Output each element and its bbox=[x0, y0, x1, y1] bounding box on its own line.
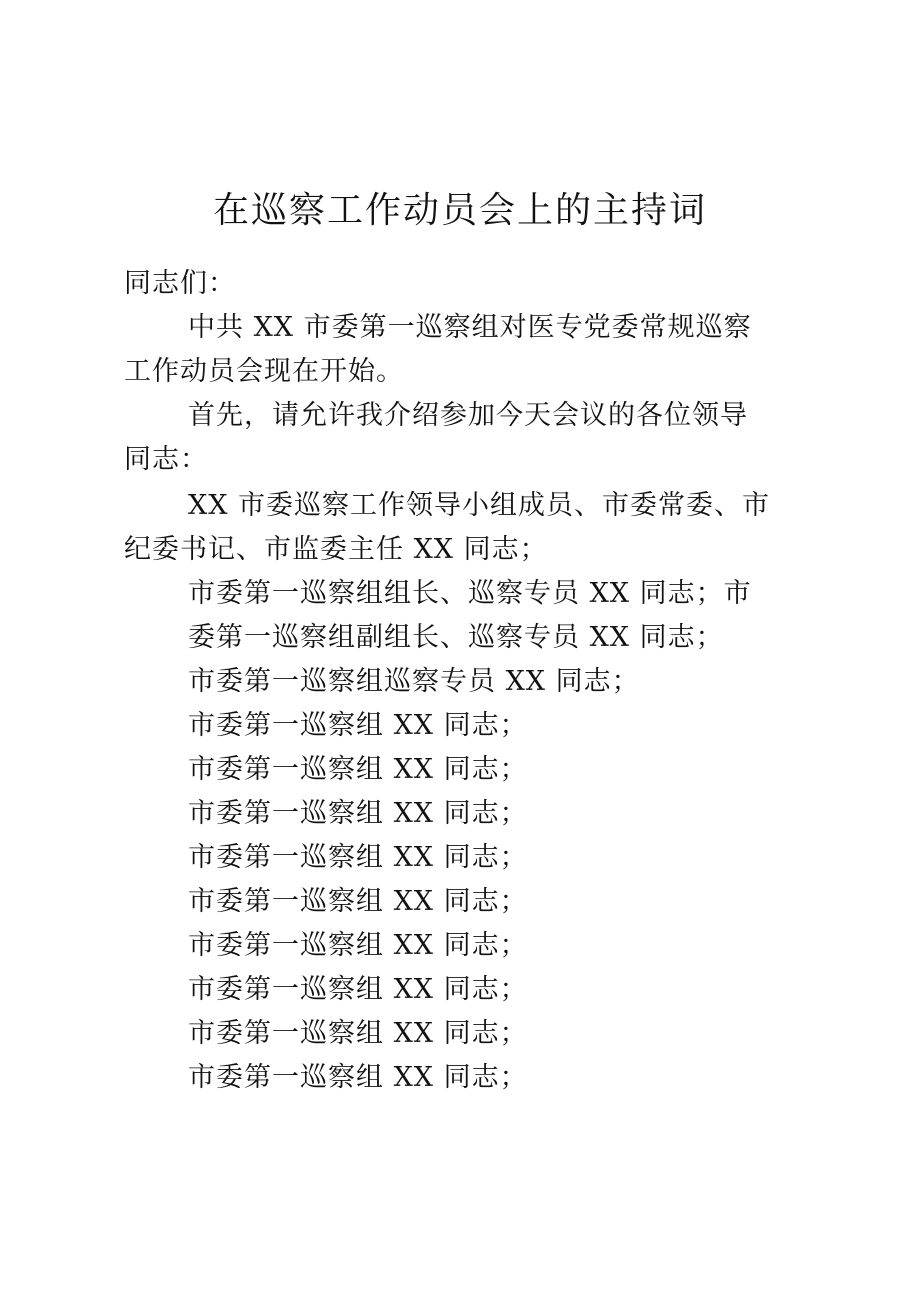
paragraph-line: 市委第一巡察组巡察专员 XX 同志； bbox=[188, 666, 640, 697]
paragraph-line: 市委第一巡察组 XX 同志； bbox=[188, 886, 528, 917]
paragraph-line: 市委第一巡察组 XX 同志； bbox=[188, 1018, 528, 1049]
paragraph-line: 市委第一巡察组组长、巡察专员 XX 同志；市 bbox=[188, 578, 752, 609]
paragraph-line: 委第一巡察组副组长、巡察专员 XX 同志； bbox=[188, 622, 724, 653]
paragraph-line: 市委第一巡察组 XX 同志； bbox=[188, 754, 528, 785]
paragraph-line: 市委第一巡察组 XX 同志； bbox=[188, 1062, 528, 1093]
paragraph-line: 纪委书记、市监委主任 XX 同志； bbox=[124, 534, 548, 565]
paragraph-line: 市委第一巡察组 XX 同志； bbox=[188, 974, 528, 1005]
paragraph-line: 工作动员会现在开始。 bbox=[124, 356, 404, 387]
paragraph-line: 市委第一巡察组 XX 同志； bbox=[188, 710, 528, 741]
paragraph-line: 中共 XX 市委第一巡察组对医专党委常规巡察 bbox=[188, 312, 752, 343]
salutation: 同志们： bbox=[124, 268, 236, 299]
paragraph-line: 首先，请允许我介绍参加今天会议的各位领导 bbox=[188, 400, 748, 431]
document-title: 在巡察工作动员会上的主持词 bbox=[212, 190, 707, 231]
paragraph-line: 市委第一巡察组 XX 同志； bbox=[188, 842, 528, 873]
paragraph-line: 市委第一巡察组 XX 同志； bbox=[188, 798, 528, 829]
paragraph-line: 同志： bbox=[124, 444, 208, 475]
paragraph-line: 市委第一巡察组 XX 同志； bbox=[188, 930, 528, 961]
paragraph-line: XX 市委巡察工作领导小组成员、市委常委、市 bbox=[188, 490, 771, 521]
